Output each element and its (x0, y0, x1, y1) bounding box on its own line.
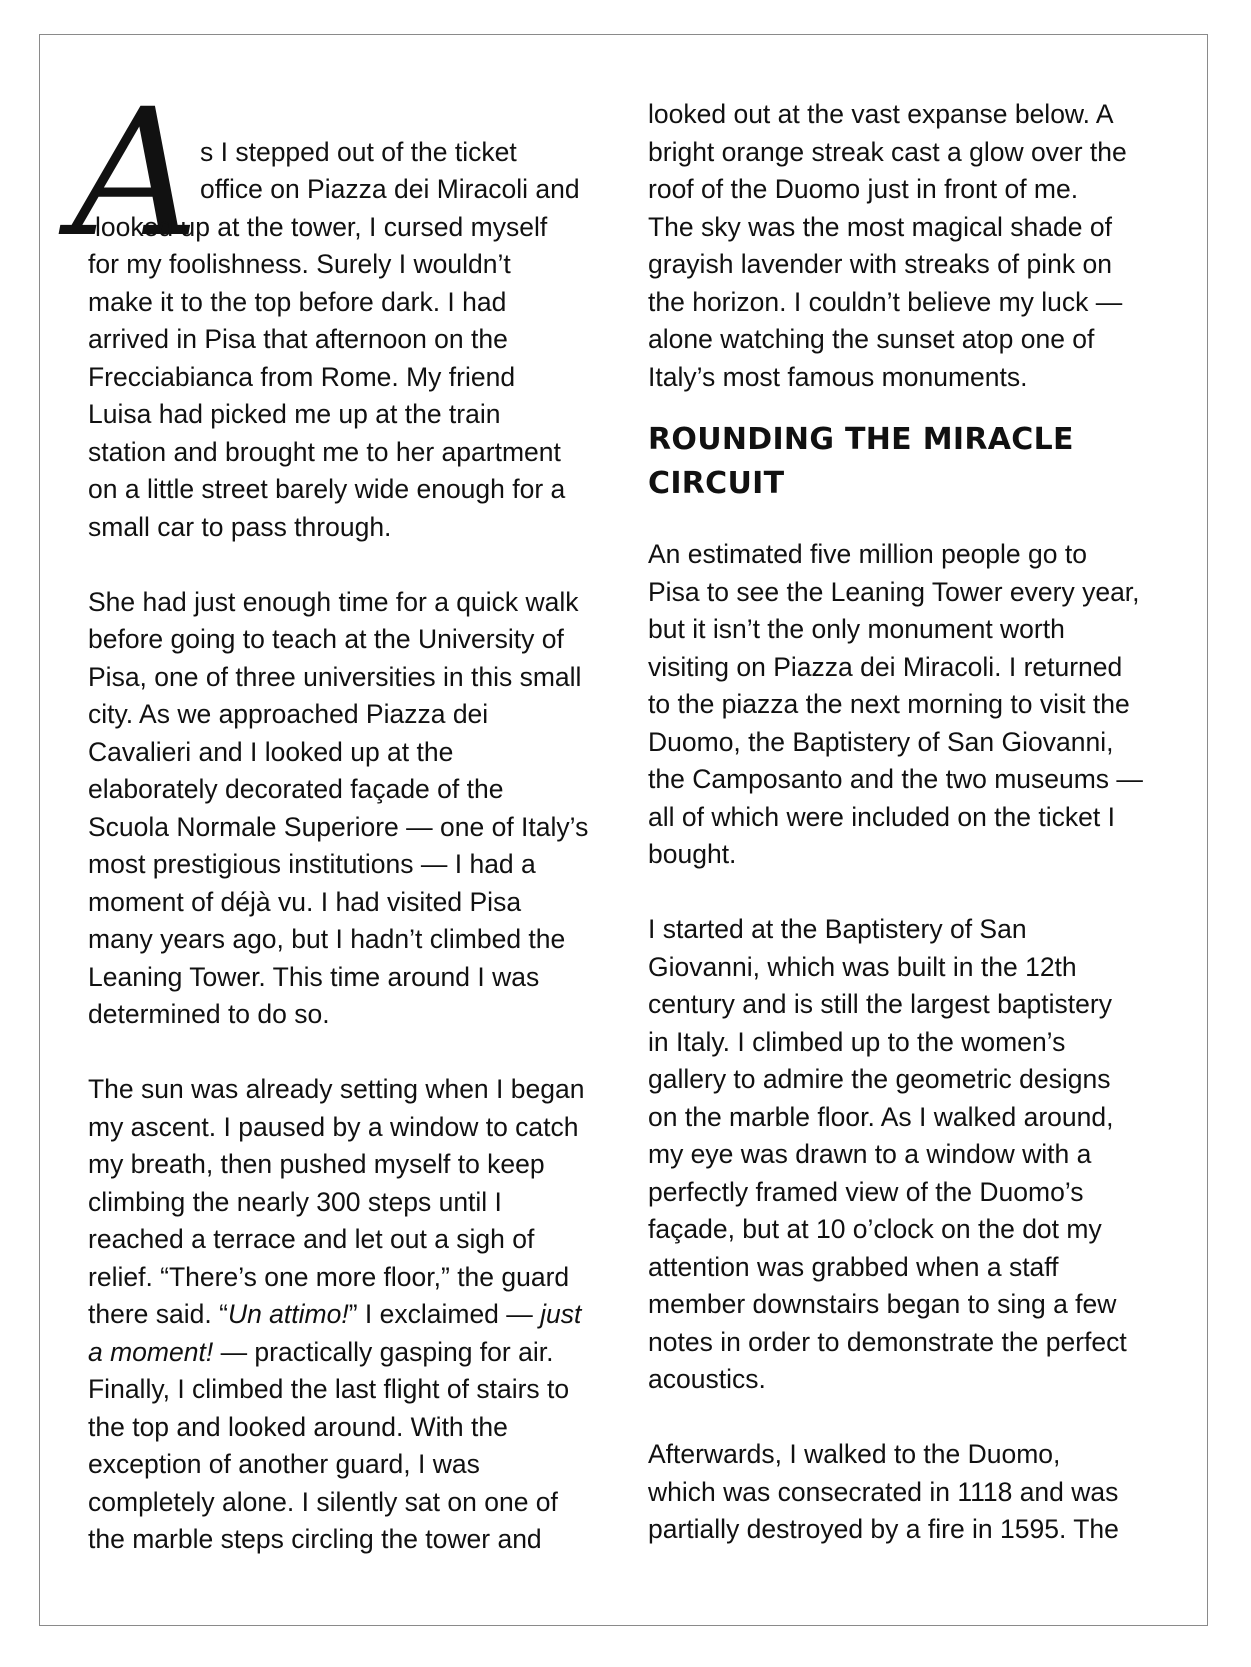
text-line (88, 1296, 608, 1334)
text-line: alone watching the sunset atop one of (648, 324, 1095, 354)
text-line: completely alone. I silently sat on one of (88, 1486, 558, 1517)
text-line: in Italy. I climbed up to the women’s (648, 1026, 1066, 1057)
text-line: Luisa had picked me up at the train (88, 399, 501, 429)
text-line: which was consecrated in 1118 and was (648, 1476, 1119, 1507)
text-line: looked out at the vast expanse below. A (648, 99, 1114, 129)
text-line: member downstairs began to sing a few (648, 1289, 1117, 1319)
italic-phrase: just (540, 1299, 582, 1329)
text-line: looked up at the tower, I cursed myself (95, 211, 548, 242)
text-line: notes in order to demonstrate the perfect (648, 1326, 1127, 1357)
paragraph-3 (88, 1071, 608, 1559)
text-line: city. As we approached Piazza dei (88, 699, 489, 729)
text-line: gallery to admire the geometric designs (648, 1064, 1111, 1094)
text-line: arrived in Pisa that afternoon on the (88, 324, 508, 354)
left-column (88, 96, 608, 1559)
text-line: most prestigious institutions — I had a (88, 849, 536, 879)
drop-cap: A (72, 71, 200, 276)
text-line (88, 96, 608, 134)
text-line: She had just enough time for a quick walk (88, 586, 579, 617)
heading-line: CIRCUIT (648, 466, 785, 501)
text-line: attention was grabbed when a staff (648, 1251, 1059, 1282)
text-line: Italy’s most famous monuments. (648, 361, 1028, 392)
text-line: Cavalieri and I looked up at the (88, 736, 454, 767)
text-line: visiting on Piazza dei Miracoli. I returned (648, 651, 1123, 682)
text-line: acoustics. (648, 1364, 766, 1394)
right-column (648, 96, 1168, 1549)
text-line: reached a terrace and let out a sigh of (88, 1224, 535, 1254)
text-line: Giovanni, which was built in the 12th (648, 951, 1077, 982)
text-line: my breath, then pushed myself to keep (88, 1149, 545, 1179)
text-line: on a little street barely wide enough for a (88, 474, 566, 504)
text-line: Afterwards, I walked to the Duomo, (648, 1439, 1061, 1469)
text-line: all of which were included on the ticket I (648, 801, 1115, 832)
text-line: Pisa to see the Leaning Tower every year, (648, 576, 1140, 607)
text-line: grayish lavender with streaks of pink on (648, 249, 1112, 279)
text-line: I started at the Baptistery of San (648, 914, 1027, 944)
text-line: the horizon. I couldn’t believe my luck — (648, 286, 1123, 317)
text-line: exception of another guard, I was (88, 1449, 480, 1479)
paragraph-4 (648, 96, 1168, 396)
text-line: Frecciabianca from Rome. My friend (88, 361, 516, 392)
text-line: An estimated five million people go to (648, 539, 1087, 569)
text-line: s I stepped out of the ticket (200, 136, 517, 167)
text-line: many years ago, but I hadn’t climbed the (88, 924, 566, 954)
text-line: the marble steps circling the tower and (88, 1524, 542, 1554)
text-line: office on Piazza dei Miracoli and (200, 174, 580, 204)
text-line: relief. “There’s one more floor,” the guard (88, 1261, 570, 1292)
italic-phrase: Un attimo! (227, 1299, 349, 1329)
text-line: elaborately decorated façade of the (88, 774, 504, 804)
text-line: century and is still the largest baptistery (648, 989, 1112, 1019)
text-line: on the marble floor. As I walked around, (648, 1101, 1114, 1132)
text-segment: — practically gasping for air. (213, 1336, 554, 1367)
text-line: Scuola Normale Superiore — one of Italy’s (88, 811, 589, 842)
text-line: climbing the nearly 300 steps until I (88, 1186, 502, 1217)
text-line: small car to pass through. (88, 511, 392, 542)
text-line: but it isn’t the only monument worth (648, 614, 1065, 644)
paragraph-6 (648, 911, 1168, 1399)
text-line: Finally, I climbed the last flight of stairs to (88, 1374, 570, 1404)
text-line: the top and looked around. With the (88, 1411, 508, 1442)
text-line: my ascent. I paused by a window to catch (88, 1111, 579, 1142)
text-line: station and brought me to her apartment (88, 436, 561, 467)
text-line: bright orange streak cast a glow over the (648, 136, 1127, 167)
text-line: determined to do so. (88, 999, 330, 1029)
text-line: the Camposanto and the two museums — (648, 764, 1143, 794)
text-line: moment of déjà vu. I had visited Pisa (88, 886, 522, 917)
text-segment: there said. “ (88, 1299, 228, 1329)
text-line: for my foolishness. Surely I wouldn’t (88, 249, 511, 279)
text-line: Leaning Tower. This time around I was (88, 961, 540, 992)
section-heading (648, 418, 1168, 506)
text-segment: ” I exclaimed — (348, 1299, 541, 1329)
text-line: partially destroyed by a fire in 1595. The (648, 1514, 1119, 1544)
paragraph-2 (88, 584, 608, 1034)
paragraph-5 (648, 536, 1168, 874)
text-line: Pisa, one of three universities in this small (88, 661, 582, 692)
text-line: to the piazza the next morning to visit the (648, 689, 1130, 719)
heading-line: ROUNDING THE MIRACLE (648, 422, 1074, 457)
text-line: The sky was the most magical shade of (648, 211, 1112, 242)
text-line: perfectly framed view of the Duomo’s (648, 1176, 1084, 1207)
text-line: my eye was drawn to a window with a (648, 1139, 1092, 1169)
text-line (88, 1334, 608, 1372)
text-line: bought. (648, 839, 737, 869)
text-line: Duomo, the Baptistery of San Giovanni, (648, 726, 1114, 757)
text-line: façade, but at 10 o’clock on the dot my (648, 1214, 1102, 1244)
text-line: before going to teach at the University of (88, 624, 564, 654)
italic-phrase: a moment! (88, 1336, 214, 1367)
paragraph-7 (648, 1436, 1168, 1549)
text-line: The sun was already setting when I began (88, 1074, 585, 1104)
text-line: make it to the top before dark. I had (88, 286, 507, 317)
text-line: roof of the Duomo just in front of me. (648, 174, 1079, 204)
paragraph-1 (88, 96, 608, 546)
